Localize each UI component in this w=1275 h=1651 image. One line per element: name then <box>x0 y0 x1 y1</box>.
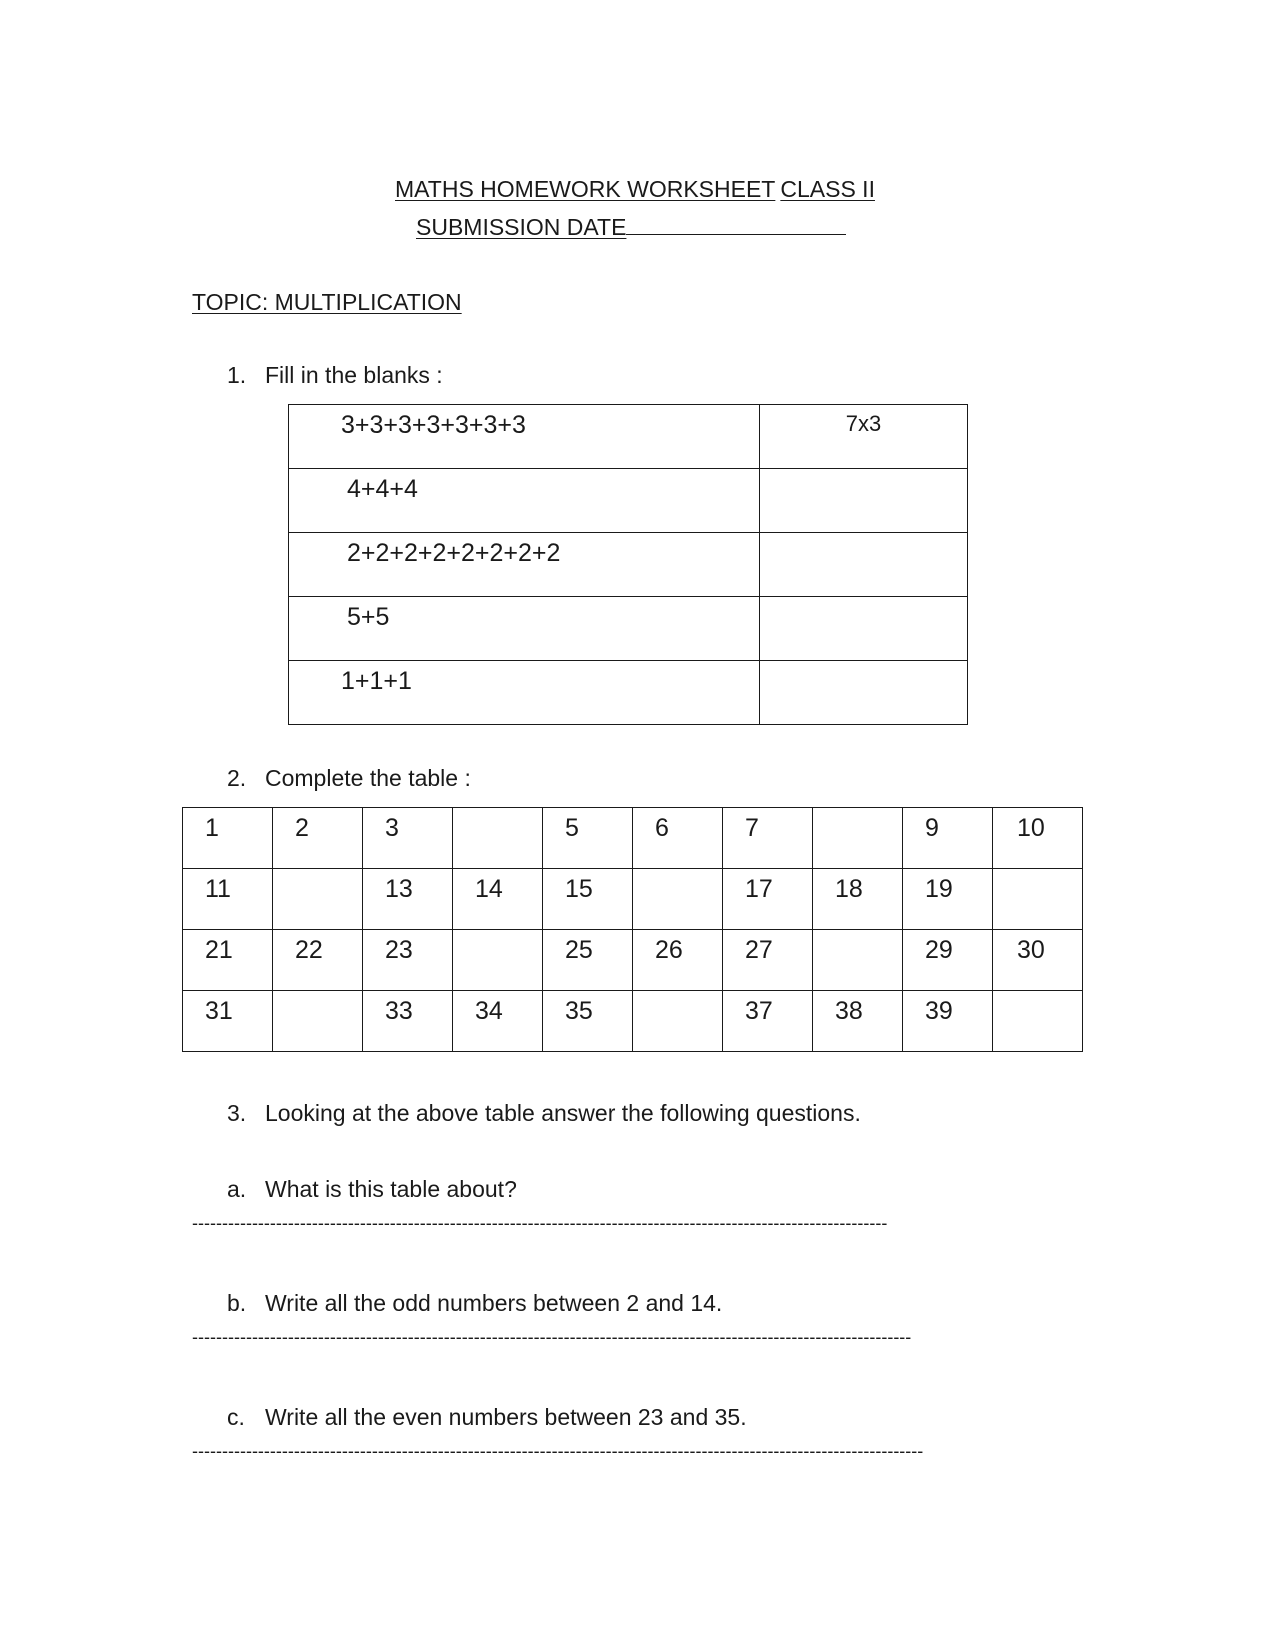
question-1 <box>227 362 443 389</box>
grid-cell-blank[interactable] <box>273 991 363 1052</box>
question-3c <box>227 1404 747 1431</box>
table-row <box>289 469 968 533</box>
title-class: CLASS II <box>780 176 875 202</box>
expression-cell: 3+3+3+3+3+3+3 <box>289 405 760 469</box>
grid-cell: 11 <box>183 869 273 930</box>
grid-cell: 38 <box>813 991 903 1052</box>
grid-cell-blank[interactable] <box>273 869 363 930</box>
answer-cell[interactable] <box>760 533 968 597</box>
grid-cell: 39 <box>903 991 993 1052</box>
table-row <box>183 991 1083 1052</box>
worksheet-title <box>395 176 875 203</box>
question-3b <box>227 1290 722 1317</box>
grid-cell: 14 <box>453 869 543 930</box>
submission-date <box>416 214 846 241</box>
grid-cell: 26 <box>633 930 723 991</box>
answer-line-a[interactable]: -------------------------------------------------------------------------------------------------------------------- <box>192 1213 888 1233</box>
table-row <box>289 597 968 661</box>
question-1-number: 1. <box>227 362 247 388</box>
grid-cell: 22 <box>273 930 363 991</box>
grid-cell: 18 <box>813 869 903 930</box>
grid-cell: 21 <box>183 930 273 991</box>
question-3c-text: Write all the even numbers between 23 and 35. <box>265 1404 747 1430</box>
table-row <box>183 930 1083 991</box>
grid-cell: 34 <box>453 991 543 1052</box>
expression-cell: 1+1+1 <box>289 661 760 725</box>
grid-cell: 30 <box>993 930 1083 991</box>
topic-heading: TOPIC: MULTIPLICATION <box>192 289 462 315</box>
question-3b-label: b. <box>227 1290 247 1316</box>
question-2-text: Complete the table : <box>265 765 471 791</box>
question-3a <box>227 1176 517 1203</box>
grid-cell-blank[interactable] <box>633 991 723 1052</box>
grid-cell: 33 <box>363 991 453 1052</box>
grid-cell: 13 <box>363 869 453 930</box>
grid-cell: 23 <box>363 930 453 991</box>
grid-cell: 19 <box>903 869 993 930</box>
question-1-text: Fill in the blanks : <box>265 362 443 388</box>
table-row <box>289 405 968 469</box>
grid-cell-blank[interactable] <box>993 991 1083 1052</box>
answer-cell[interactable]: 7x3 <box>760 405 968 469</box>
expression-cell: 5+5 <box>289 597 760 661</box>
question-3b-text: Write all the odd numbers between 2 and 14. <box>265 1290 723 1316</box>
table-row <box>289 533 968 597</box>
answer-cell[interactable] <box>760 597 968 661</box>
question-3-text: Looking at the above table answer the following questions. <box>265 1100 861 1126</box>
question-2 <box>227 765 471 792</box>
answer-line-c[interactable]: -------------------------------------------------------------------------------------------------------------------------- <box>192 1441 924 1461</box>
number-grid <box>182 807 1083 1052</box>
grid-cell-blank[interactable] <box>813 930 903 991</box>
expression-cell: 2+2+2+2+2+2+2+2 <box>289 533 760 597</box>
grid-cell: 37 <box>723 991 813 1052</box>
answer-cell[interactable] <box>760 469 968 533</box>
grid-cell-blank[interactable] <box>993 869 1083 930</box>
grid-cell-blank[interactable] <box>813 808 903 869</box>
question-3c-label: c. <box>227 1404 245 1430</box>
grid-cell: 2 <box>273 808 363 869</box>
grid-cell: 1 <box>183 808 273 869</box>
question-3 <box>227 1100 861 1127</box>
submission-date-blank[interactable] <box>626 214 846 235</box>
fill-blanks-table <box>288 404 968 725</box>
grid-cell: 31 <box>183 991 273 1052</box>
grid-cell: 9 <box>903 808 993 869</box>
grid-cell-blank[interactable] <box>633 869 723 930</box>
grid-cell-blank[interactable] <box>453 808 543 869</box>
question-3a-label: a. <box>227 1176 247 1202</box>
grid-cell: 5 <box>543 808 633 869</box>
grid-cell: 3 <box>363 808 453 869</box>
question-3a-text: What is this table about? <box>265 1176 517 1202</box>
grid-cell: 35 <box>543 991 633 1052</box>
grid-cell: 29 <box>903 930 993 991</box>
expression-cell: 4+4+4 <box>289 469 760 533</box>
answer-cell[interactable] <box>760 661 968 725</box>
grid-cell: 10 <box>993 808 1083 869</box>
table-row <box>289 661 968 725</box>
table-row <box>183 808 1083 869</box>
table-row <box>183 869 1083 930</box>
answer-line-b[interactable]: ------------------------------------------------------------------------------------------------------------------------ <box>192 1327 912 1347</box>
grid-cell: 6 <box>633 808 723 869</box>
grid-cell-blank[interactable] <box>453 930 543 991</box>
grid-cell: 7 <box>723 808 813 869</box>
grid-cell: 15 <box>543 869 633 930</box>
question-3-number: 3. <box>227 1100 247 1126</box>
grid-cell: 25 <box>543 930 633 991</box>
submission-label: SUBMISSION DATE <box>416 214 627 240</box>
question-2-number: 2. <box>227 765 247 791</box>
title-main: MATHS HOMEWORK WORKSHEET <box>395 176 776 202</box>
grid-cell: 17 <box>723 869 813 930</box>
grid-cell: 27 <box>723 930 813 991</box>
